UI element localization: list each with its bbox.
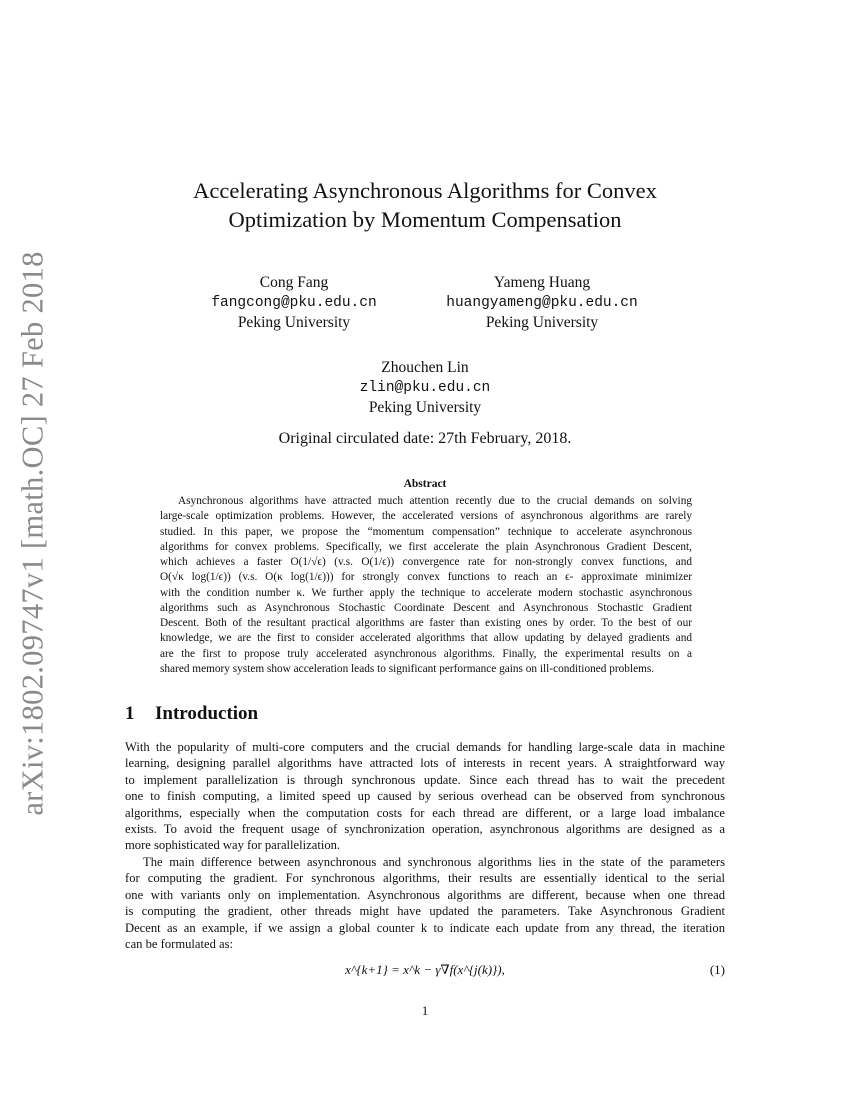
paragraph-line: one to finish computing, a limited speed up caused by serious overhead can be observed from synchronous: [125, 789, 725, 804]
equation-formula: x^{k+1} = x^k − γ∇f(x^{j(k)}),: [345, 962, 505, 977]
paragraph-line: algorithms, especially when the computation costs for each thread are different, or a large load imbalance: [125, 805, 725, 820]
intro-paragraph-2: [125, 854, 725, 952]
abstract-line: O(√κ log(1/ϵ)) (v.s. O(κ log(1/ϵ))) for strongly convex functions to reach an ϵ- approximate minimizer: [160, 571, 692, 584]
title-line-2: Optimization by Momentum Compensation: [228, 207, 622, 232]
author-email: huangyameng@pku.edu.cn: [446, 295, 638, 311]
paragraph-line: exists. To avoid the frequent usage of synchronization operation, asynchronous algorithms are designed as a: [125, 822, 725, 837]
equation-number: (1): [709, 962, 725, 977]
author-block-1: [164, 273, 424, 333]
author-block-2: [412, 273, 672, 333]
author-name: Cong Fang: [259, 274, 329, 291]
abstract-line: Descent. Both of the resultant practical algorithms are faster than existing ones by order. To the best of our: [160, 617, 692, 629]
abstract-line: studied. In this paper, we propose the “momentum compensation” technique to accelerate asynchronous: [160, 525, 692, 538]
paragraph-line: With the popularity of multi-core computers and the crucial demands for handling large-scale data in machine: [125, 740, 725, 754]
paragraph-line: The main difference between asynchronous and synchronous algorithms lies in the state of the parameters: [143, 855, 725, 869]
page-number: 1: [421, 1004, 429, 1018]
paragraph-line: learning, designing parallel algorithms have attracted lots of interests in recent years. A straightforward way: [125, 756, 725, 771]
abstract-line: shared memory system show acceleration leads to significant performance gains on ill-conditioned problems.: [160, 662, 655, 675]
section-heading-introduction: [125, 703, 258, 725]
paragraph-line: can be formulated as:: [125, 937, 234, 952]
abstract-line: algorithms such as Asynchronous Stochastic Coordinate Descent and Asynchronous Stochastic Gradient: [160, 601, 692, 614]
paragraph-line: one with variants only on implementation. Asynchronous algorithms are different, because when one thread: [125, 887, 725, 902]
paragraph-line: is computing the gradient, other threads might have updated the parameters. Take Asynchronous Gradient: [125, 904, 725, 919]
author-email: fangcong@pku.edu.cn: [211, 295, 377, 311]
abstract-line: Asynchronous algorithms have attracted much attention recently due to the crucial demands on solving: [178, 495, 692, 507]
abstract-line: large-scale optimization problems. However, the accelerated versions of asynchronous algorithms are rarely: [160, 510, 692, 523]
circulated-date: Original circulated date: 27th February, 2018.: [278, 430, 572, 447]
section-title: Introduction: [155, 703, 259, 724]
abstract-line: which achieves a faster O(1/√ϵ) (v.s. O(1/ϵ)) convergence rate for non-strongly convex functions, and: [160, 556, 692, 568]
arxiv-identifier-stamp: [12, 250, 54, 816]
author-name: Yameng Huang: [493, 274, 591, 291]
title-line-1: Accelerating Asynchronous Algorithms for Convex: [193, 178, 657, 203]
abstract-line: are the first to propose truly accelerated asynchronous algorithms. Finally, the experimental results on a: [160, 647, 692, 660]
abstract-heading: Abstract: [403, 478, 447, 490]
arxiv-stamp-text: arXiv:1802.09747v1 [math.OC] 27 Feb 2018: [15, 250, 50, 816]
paragraph-line: to implement parallelization is through synchronous update. Since each thread has to wait the precedent: [125, 772, 725, 787]
abstract-line: algorithms for convex problems. Specifically, we first accelerate the plain Asynchronous Gradient Descent,: [160, 540, 692, 553]
abstract-line: with the condition number κ. We further apply the technique to accelerate modern stochastic asynchronous: [160, 586, 692, 599]
intro-paragraph-1: [125, 739, 725, 854]
author-name: Zhouchen Lin: [381, 359, 469, 376]
abstract-body: [160, 494, 692, 677]
author-email: zlin@pku.edu.cn: [359, 380, 491, 396]
paragraph-line: Decent as an example, if we assign a global counter k to indicate each update from any thread, the iteration: [125, 920, 725, 935]
equation-1: [125, 962, 725, 982]
paper-title: [0, 176, 850, 234]
paragraph-line: more sophisticated way for parallelization.: [125, 838, 341, 853]
abstract-line: knowledge, we are the first to consider accelerated algorithms that allow updating by delayed gradients and: [160, 632, 692, 645]
author-affiliation: Peking University: [237, 314, 351, 331]
author-block-3: [295, 358, 555, 418]
section-number: 1: [125, 703, 135, 724]
paragraph-line: for computing the gradient. For synchronous algorithms, their results are essentially identical to the serial: [125, 871, 725, 886]
author-affiliation: Peking University: [368, 399, 482, 416]
author-affiliation: Peking University: [485, 314, 599, 331]
